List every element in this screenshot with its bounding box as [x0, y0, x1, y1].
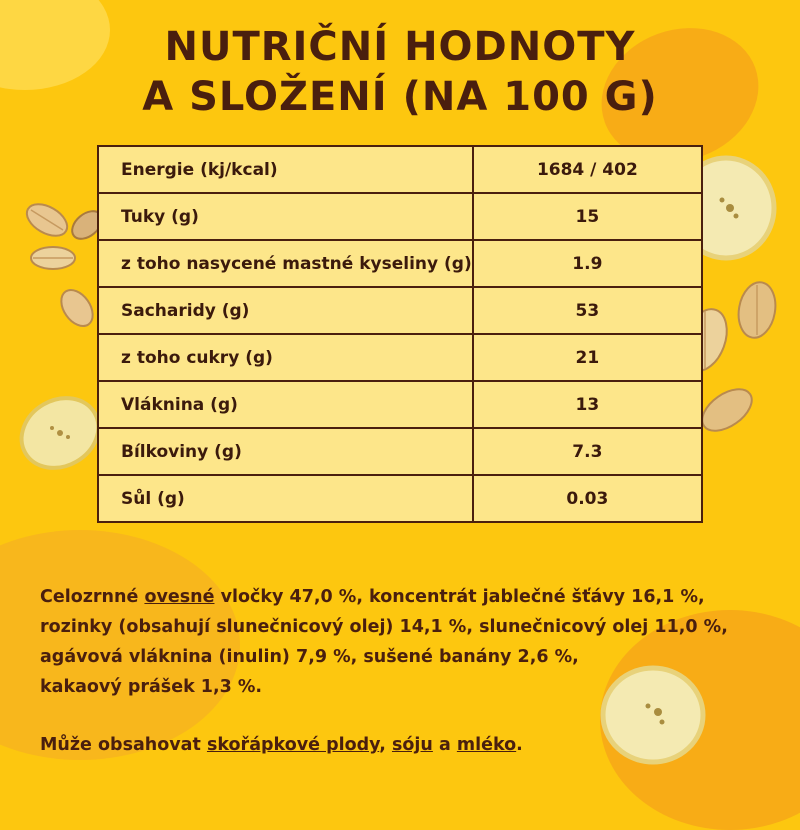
allergen-highlight: ovesné — [144, 587, 215, 607]
nutrient-label: Bílkoviny (g) — [98, 428, 473, 475]
oat-flake-icon — [695, 381, 759, 439]
nutrient-label: Sůl (g) — [98, 475, 473, 522]
nutrient-label: z toho nasycené mastné kyseliny (g) — [98, 240, 473, 287]
allergen-text-part: a — [432, 735, 457, 755]
allergen-highlight: skořápkové plody — [206, 735, 380, 755]
nutrient-value: 15 — [473, 193, 702, 240]
nutrient-value: 1684 / 402 — [473, 146, 702, 193]
allergen-text-part: Může obsahovat — [40, 735, 207, 755]
ingredients-line-1 — [40, 582, 740, 612]
title-line-2: A SLOŽENÍ (NA 100 G) — [142, 74, 658, 120]
nutrient-value: 7.3 — [473, 428, 702, 475]
ingredients-text — [40, 582, 740, 702]
nutrition-table — [97, 145, 703, 523]
table-row — [98, 475, 702, 522]
oat-flake-icon — [21, 198, 72, 243]
allergen-warning — [40, 730, 740, 760]
allergen-text-part: . — [516, 735, 523, 755]
nutrient-label: Tuky (g) — [98, 193, 473, 240]
ingredients-text-part: Celozrnné — [40, 587, 145, 607]
nutrient-value: 53 — [473, 287, 702, 334]
table-row — [98, 240, 702, 287]
nutrient-value: 13 — [473, 381, 702, 428]
table-row — [98, 428, 702, 475]
nutrient-label: Vláknina (g) — [98, 381, 473, 428]
table-row — [98, 193, 702, 240]
ingredients-line-3: agávová vláknina (inulin) 7,9 %, sušené banány 2,6 %, — [40, 647, 579, 667]
allergen-highlight: sóju — [391, 735, 433, 755]
nutrient-label: z toho cukry (g) — [98, 334, 473, 381]
table-row — [98, 146, 702, 193]
page-title — [0, 22, 800, 122]
ingredients-text-part: vločky 47,0 %, koncentrát jablečné šťávy 16,1 %, — [214, 587, 705, 607]
nutrient-value: 1.9 — [473, 240, 702, 287]
banana-slice-left — [12, 385, 107, 480]
oat-flake-icon — [734, 279, 779, 340]
nutrient-label: Energie (kj/kcal) — [98, 146, 473, 193]
allergen-text-part: , — [379, 735, 392, 755]
nutrient-value: 21 — [473, 334, 702, 381]
allergen-highlight: mléko — [456, 735, 517, 755]
oat-flake-icon — [55, 284, 99, 332]
table-row — [98, 287, 702, 334]
oat-flake-icon — [31, 247, 75, 269]
nutrient-value: 0.03 — [473, 475, 702, 522]
banana-slice-icon — [12, 385, 107, 480]
title-line-1: NUTRIČNÍ HODNOTY — [164, 24, 636, 70]
ingredients-line-2: rozinky (obsahují slunečnicový olej) 14,1 %, slunečnicový olej 11,0 %, — [40, 617, 728, 637]
nutrient-label: Sacharidy (g) — [98, 287, 473, 334]
table-row — [98, 381, 702, 428]
table-row — [98, 334, 702, 381]
ingredients-line-4: kakaový prášek 1,3 %. — [40, 677, 263, 697]
